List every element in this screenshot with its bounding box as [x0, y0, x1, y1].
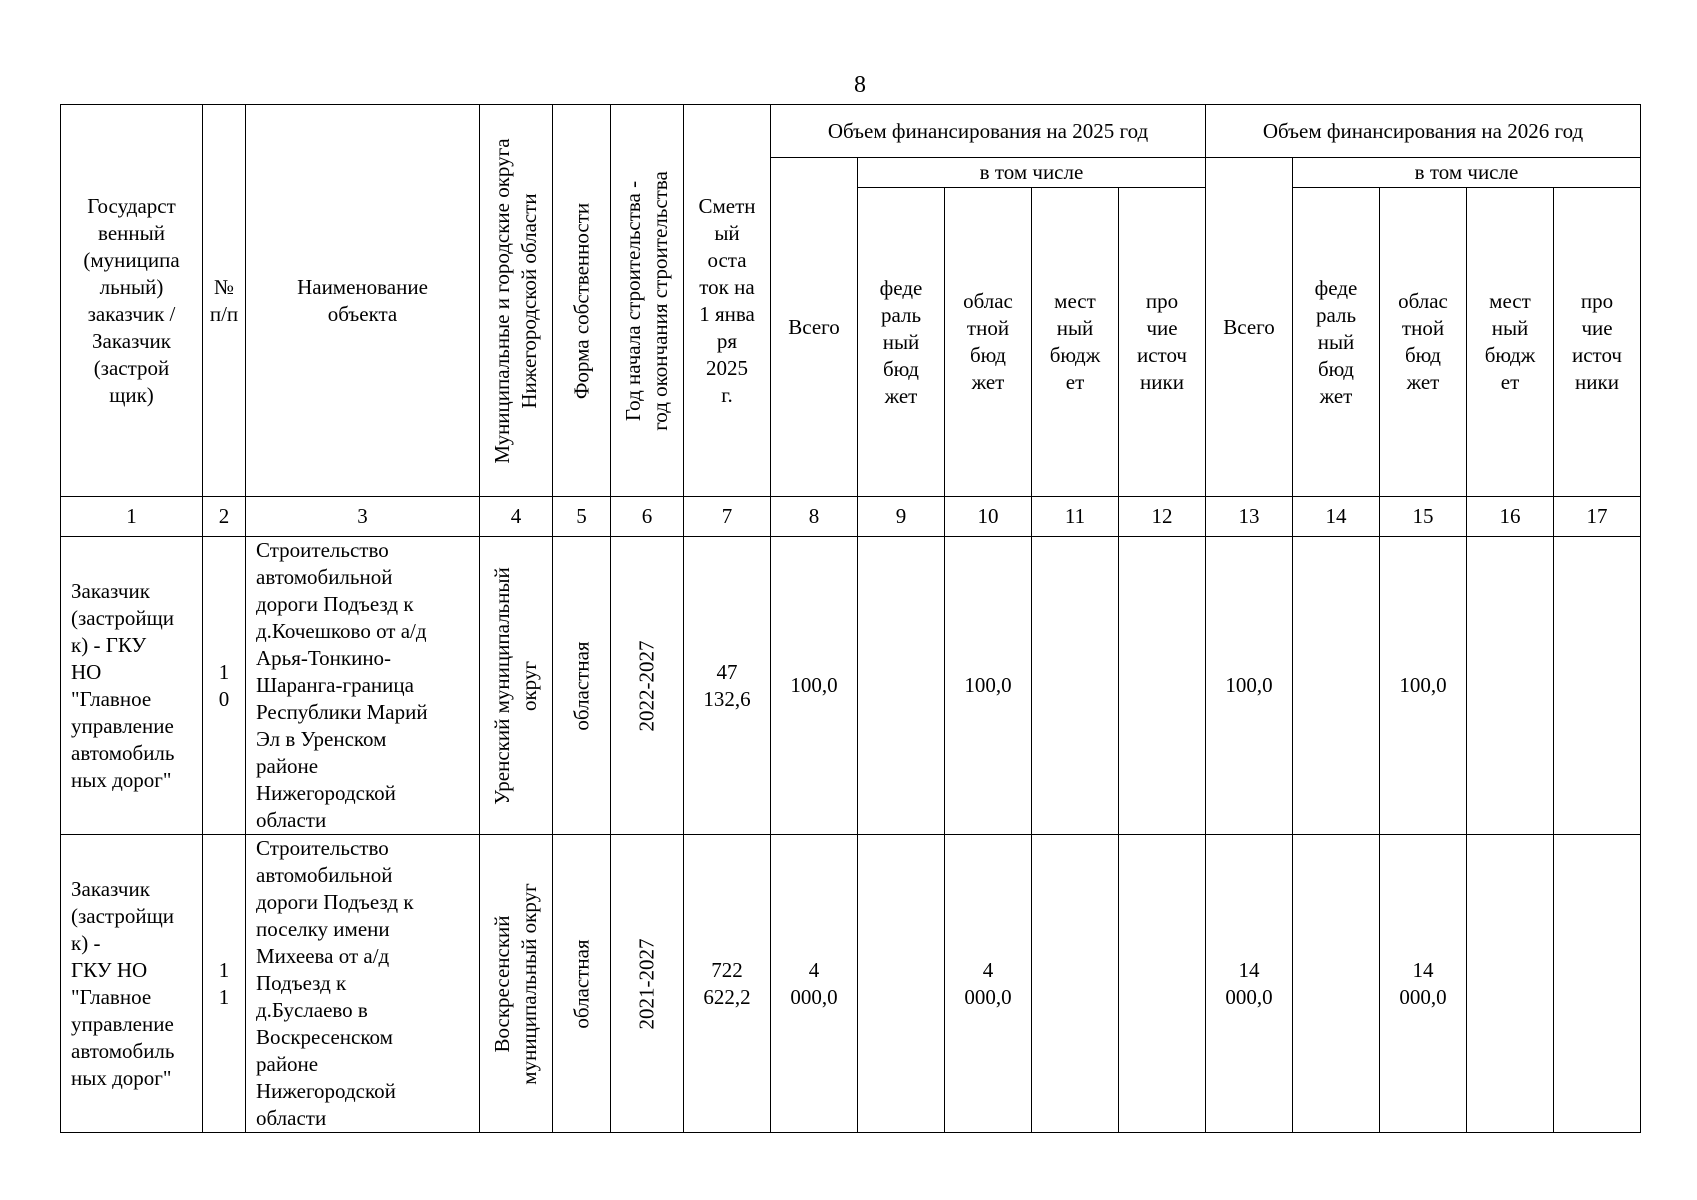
header-funding-2025: Объем финансирования на 2025 год: [771, 105, 1206, 158]
row-customer: Заказчик (застройщи к) - ГКУ НО "Главное управление автомобиль ных дорог": [61, 835, 203, 1133]
header-regional-2026: облас тной бюд жет: [1380, 188, 1467, 497]
column-number: 4: [480, 497, 553, 537]
row-num: 1 1: [203, 835, 246, 1133]
row-total-2025: 100,0: [771, 537, 858, 835]
header-funding-2026: Объем финансирования на 2026 год: [1206, 105, 1641, 158]
row-local-2026: [1467, 835, 1554, 1133]
column-number: 16: [1467, 497, 1554, 537]
row-regional-2025: 100,0: [945, 537, 1032, 835]
row-total-2025: 4 000,0: [771, 835, 858, 1133]
row-federal-2025: [858, 835, 945, 1133]
header-construction-years: Год начала строительства - год окончания строительства: [611, 105, 684, 497]
row-local-2026: [1467, 537, 1554, 835]
row-federal-2026: [1293, 537, 1380, 835]
column-number: 12: [1119, 497, 1206, 537]
row-total-2026: 14 000,0: [1206, 835, 1293, 1133]
row-municipal-district: Воскресенский муниципальный округ: [480, 835, 553, 1133]
column-number: 13: [1206, 497, 1293, 537]
column-number: 7: [684, 497, 771, 537]
financing-table: [60, 104, 1641, 1133]
column-number: 10: [945, 497, 1032, 537]
column-number: 17: [1554, 497, 1641, 537]
column-number: 9: [858, 497, 945, 537]
column-number-row: [61, 497, 1641, 537]
header-including-2025: в том числе: [858, 158, 1206, 188]
row-regional-2026: 14 000,0: [1380, 835, 1467, 1133]
row-local-2025: [1032, 835, 1119, 1133]
column-number: 14: [1293, 497, 1380, 537]
row-other-2025: [1119, 537, 1206, 835]
row-municipal-district: Уренский муниципальный округ: [480, 537, 553, 835]
page-number: 8: [854, 72, 866, 98]
header-municipal-district: Муниципальные и городские округа Нижегородской области: [480, 105, 553, 497]
column-number: 11: [1032, 497, 1119, 537]
row-regional-2025: 4 000,0: [945, 835, 1032, 1133]
column-number: 6: [611, 497, 684, 537]
column-number: 2: [203, 497, 246, 537]
row-total-2026: 100,0: [1206, 537, 1293, 835]
row-object-name: Строительство автомобильной дороги Подъезд к поселку имени Михеева от а/д Подъезд к д.Буслаево в Воскресенском районе Нижегородской области: [246, 835, 480, 1133]
column-number: 15: [1380, 497, 1467, 537]
row-construction-years: 2022-2027: [611, 537, 684, 835]
header-total-2026: Всего: [1206, 158, 1293, 497]
table-row: [61, 835, 1641, 1133]
row-ownership-form: областная: [553, 537, 611, 835]
column-number: 1: [61, 497, 203, 537]
row-other-2026: [1554, 537, 1641, 835]
row-local-2025: [1032, 537, 1119, 835]
header-local-2026: мест ный бюдж ет: [1467, 188, 1554, 497]
column-number: 8: [771, 497, 858, 537]
header-including-2026: в том числе: [1293, 158, 1641, 188]
header-regional-2025: облас тной бюд жет: [945, 188, 1032, 497]
row-federal-2026: [1293, 835, 1380, 1133]
row-num: 1 0: [203, 537, 246, 835]
column-number: 3: [246, 497, 480, 537]
row-estimated-balance: 47 132,6: [684, 537, 771, 835]
header-object-name: Наименование объекта: [246, 105, 480, 497]
header-ownership-form: Форма собственности: [553, 105, 611, 497]
row-other-2026: [1554, 835, 1641, 1133]
row-estimated-balance: 722 622,2: [684, 835, 771, 1133]
row-object-name: Строительство автомобильной дороги Подъезд к д.Кочешково от а/д Арья-Тонкино- Шаранга-граница Республики Марий Эл в Уренском районе Нижегородской области: [246, 537, 480, 835]
header-local-2025: мест ный бюдж ет: [1032, 188, 1119, 497]
row-customer: Заказчик (застройщи к) - ГКУ НО "Главное управление автомобиль ных дорог": [61, 537, 203, 835]
header-total-2025: Всего: [771, 158, 858, 497]
header-other-2025: про чие источ ники: [1119, 188, 1206, 497]
row-other-2025: [1119, 835, 1206, 1133]
header-federal-2026: феде раль ный бюд жет: [1293, 188, 1380, 497]
header-num: № п/п: [203, 105, 246, 497]
column-number: 5: [553, 497, 611, 537]
header-customer: Государст венный (муниципа льный) заказчик / Заказчик (застрой щик): [61, 105, 203, 497]
header-federal-2025: феде раль ный бюд жет: [858, 188, 945, 497]
header-estimated-balance: Сметн ый оста ток на 1 янва ря 2025 г.: [684, 105, 771, 497]
table-row: [61, 537, 1641, 835]
row-ownership-form: областная: [553, 835, 611, 1133]
row-construction-years: 2021-2027: [611, 835, 684, 1133]
row-regional-2026: 100,0: [1380, 537, 1467, 835]
header-other-2026: про чие источ ники: [1554, 188, 1641, 497]
row-federal-2025: [858, 537, 945, 835]
